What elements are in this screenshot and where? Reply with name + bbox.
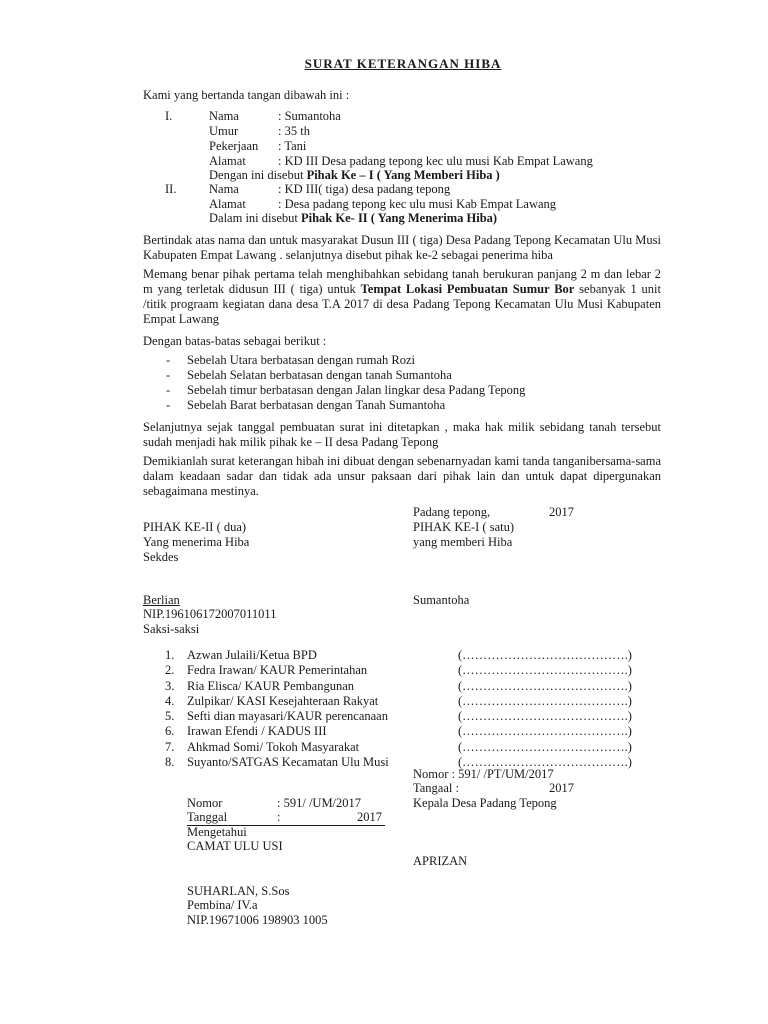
- witness-number: 2.: [165, 663, 175, 678]
- kades-name: APRIZAN: [413, 854, 468, 868]
- party-one-numeral: I.: [165, 109, 173, 123]
- field-label: Nama: [209, 109, 239, 123]
- left-party-position: Sekdes: [143, 550, 179, 564]
- boundary-text: Sebelah timur berbatasan dengan Jalan lingkar desa Padang Tepong: [187, 383, 526, 397]
- camat-tanggal-year: 2017: [357, 810, 382, 824]
- boundaries-intro: Dengan batas-batas sebagai berikut :: [143, 334, 327, 348]
- field-label: Nama: [209, 182, 239, 196]
- witness-signature-line: (………………………………….): [458, 755, 632, 770]
- party-one-designation: [209, 168, 500, 183]
- witness-name: Fedra Irawan/ KAUR Pemerintahan: [187, 663, 368, 678]
- witnesses-heading: Saksi-saksi: [143, 622, 200, 636]
- camat-name: SUHARLAN, S.Sos: [187, 884, 290, 898]
- grant-text-after: sebanyak 1 unit /titik prograam kegiatan dana desa T.A 2017 di desa Padang Tepong Kecamatan Ulu Musi Kabupaten Empat Lawang: [143, 282, 661, 326]
- intro-text: Kami yang bertanda tangan dibawah ini :: [143, 88, 350, 102]
- designation-prefix: Dalam ini disebut: [209, 211, 301, 225]
- field-value: : Sumantoha: [278, 109, 341, 123]
- camat-nomor-label: Nomor: [187, 796, 223, 810]
- designation-bold: Pihak Ke – I ( Yang Memberi Hiba ): [306, 168, 500, 182]
- camat-mengetahui: Mengetahui: [187, 825, 247, 839]
- left-signer-nip: NIP.196106172007011011: [143, 607, 277, 621]
- list-item: [165, 709, 632, 724]
- witness-signature-line: (………………………………….): [458, 648, 632, 662]
- field-label: Umur: [209, 124, 239, 138]
- paragraph-closing: Demikianlah surat keterangan hibah ini dibuat dengan sebenarnyadan kami tanda tanganibersama-sama dalam keadaan sadar dan tidak ada unsur paksaan dari pihak lain dan untuk dapat dipergunakan sebagaimana mestinya.: [143, 454, 661, 498]
- list-item: [165, 739, 632, 755]
- witness-number: 1.: [165, 648, 175, 662]
- right-party-role: yang memberi Hiba: [413, 535, 513, 549]
- camat-nip: NIP.19671006 198903 1005: [187, 913, 328, 927]
- field-label: Alamat: [209, 197, 246, 211]
- witness-number: 3.: [165, 678, 175, 693]
- witness-number: 8.: [165, 755, 175, 770]
- witness-signature-line: (………………………………….): [458, 739, 632, 754]
- witness-name: Zulpikar/ KASI Kesejahteraan Rakyat: [187, 693, 379, 708]
- witness-name: Azwan Julaili/Ketua BPD: [187, 648, 317, 662]
- boundary-text: Sebelah Utara berbatasan dengan rumah Rozi: [187, 353, 416, 367]
- witness-name: Sefti dian mayasari/KAUR perencanaan: [187, 709, 388, 724]
- designation-prefix: Dengan ini disebut: [209, 168, 307, 182]
- witness-name: Irawan Efendi / KADUS III: [187, 724, 327, 739]
- camat-tanggal-row: [187, 810, 385, 826]
- field-value: : 35 th: [278, 124, 310, 138]
- list-item: [165, 648, 632, 663]
- field-label: Pekerjaan: [209, 139, 259, 153]
- date-place: Padang tepong,: [413, 505, 491, 519]
- party-two-designation: [209, 211, 497, 226]
- witness-list: [165, 648, 632, 770]
- witness-signature-line: (………………………………….): [458, 724, 632, 739]
- camat-title: CAMAT ULU USI: [187, 839, 283, 853]
- camat-tanggal-colon: :: [277, 810, 281, 824]
- kades-tanggal-year: 2017: [549, 781, 574, 795]
- witness-signature-line: (………………………………….): [458, 678, 632, 693]
- witness-number: 6.: [165, 724, 175, 739]
- paragraph-acting-on-behalf: Bertindak atas nama dan untuk masyarakat Dusun III ( tiga) Desa Padang Tepong Kecamatan Ulu Musi Kabupaten Empat Lawang . selanjutnya disebut pihak ke-2 sebagai penerima hiba: [143, 233, 661, 262]
- list-item: [165, 724, 632, 739]
- paragraph-ownership-transfer: Selanjutnya sejak tanggal pembuatan surat ini ditetapkan , maka hak milik sebidang tanah tersebut sudah menjadi hak milik pihak ke – II desa Padang Tepong: [143, 420, 661, 449]
- boundary-text: Sebelah Barat berbatasan dengan Tanah Sumantoha: [187, 398, 446, 412]
- field-label: Alamat: [209, 154, 246, 168]
- camat-rank: Pembina/ IV.a: [187, 898, 258, 912]
- date-year: 2017: [549, 505, 574, 519]
- document-title: SURAT KETERANGAN HIBA: [304, 56, 502, 71]
- grant-location-bold: Tempat Lokasi Pembuatan Sumur Bor: [360, 282, 575, 296]
- witness-number: 4.: [165, 693, 175, 708]
- list-item: [165, 678, 632, 694]
- list-item: [165, 755, 632, 770]
- witness-name: Ria Elisca/ KAUR Pembangunan: [187, 678, 354, 693]
- kades-title: Kepala Desa Padang Tepong: [413, 796, 557, 810]
- witness-signature-line: (………………………………….): [458, 709, 632, 724]
- camat-nomor-value: : 591/ /UM/2017: [277, 796, 362, 810]
- left-signer-name: Berlian: [143, 593, 180, 607]
- camat-tanggal-label: Tanggal: [187, 810, 228, 824]
- field-value: : Desa padang tepong kec ulu musi Kab Empat Lawang: [278, 197, 557, 211]
- field-value: : KD III( tiga) desa padang tepong: [278, 182, 451, 196]
- party-two-numeral: II.: [165, 182, 177, 196]
- left-party-label: PIHAK KE-II ( dua): [143, 520, 247, 534]
- boundary-text: Sebelah Selatan berbatasan dengan tanah Sumantoha: [187, 368, 452, 382]
- left-party-role: Yang menerima Hiba: [143, 535, 250, 549]
- witness-name: Ahkmad Somi/ Tokoh Masyarakat: [187, 739, 360, 754]
- witness-number: 7.: [165, 739, 175, 754]
- witness-name: Suyanto/SATGAS Kecamatan Ulu Musi: [187, 755, 389, 770]
- grant-text-before: Memang benar pihak pertama telah menghibahkan sebidang tanah berukuran panjang 2 m dan lebar 2 m yang terletak didusun III ( tiga) untuk: [143, 267, 661, 296]
- kades-tanggal-label: Tangaal :: [413, 781, 459, 795]
- witness-number: 5.: [165, 709, 175, 724]
- paragraph-grant-statement: [143, 267, 661, 327]
- right-signer-name: Sumantoha: [413, 593, 470, 607]
- kades-nomor: Nomor : 591/ /PT/UM/2017: [413, 767, 554, 781]
- witness-signature-line: (………………………………….): [458, 693, 632, 708]
- right-party-label: PIHAK KE-I ( satu): [413, 520, 515, 534]
- designation-bold: Pihak Ke- II ( Yang Menerima Hiba): [301, 211, 498, 225]
- witness-signature-line: (………………………………….): [458, 663, 632, 678]
- list-item: [165, 663, 632, 678]
- field-value: : Tani: [278, 139, 307, 153]
- field-value: : KD III Desa padang tepong kec ulu musi Kab Empat Lawang: [278, 154, 593, 168]
- list-item: [165, 693, 632, 709]
